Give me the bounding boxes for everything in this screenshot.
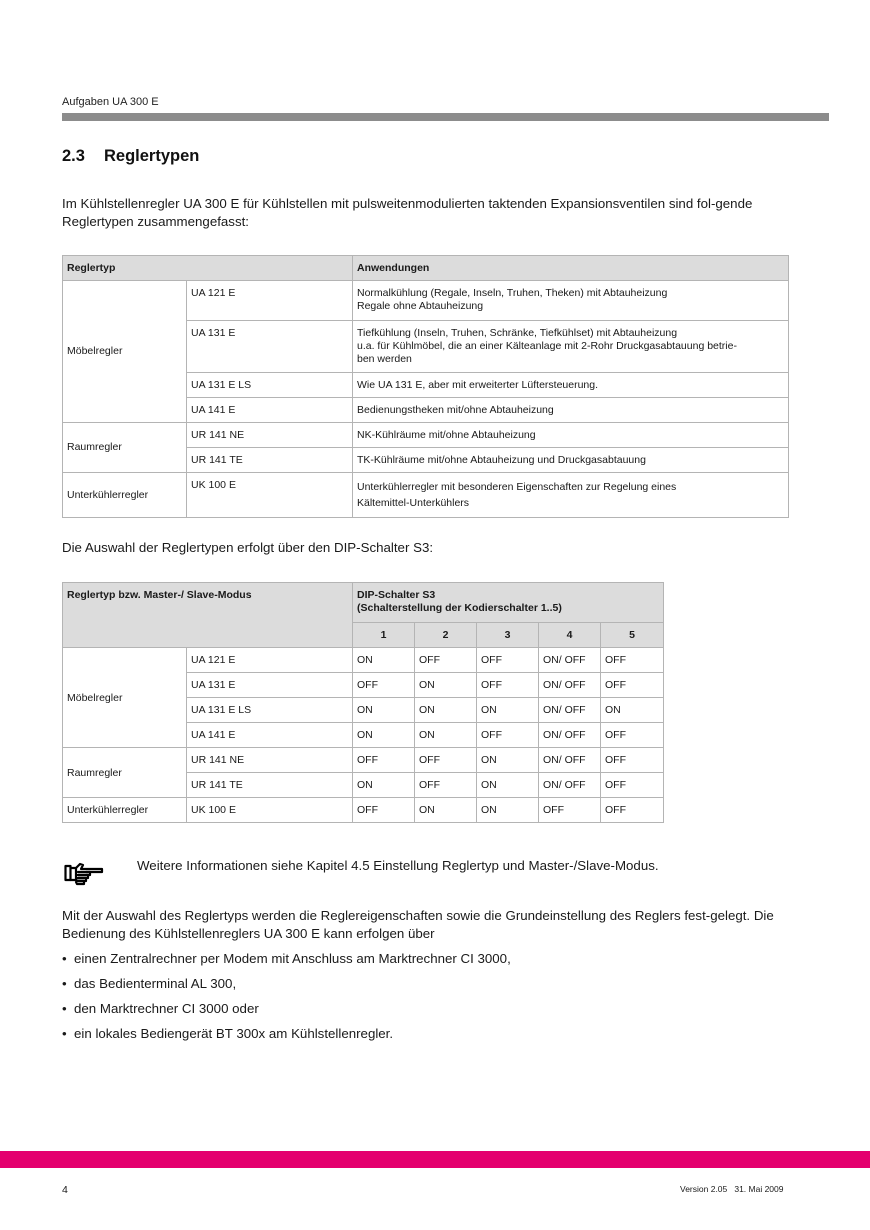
- switch-cell: ON/ OFF: [539, 748, 601, 773]
- list-item: • ein lokales Bediengerät BT 300x am Kühlstellenregler.: [62, 1026, 394, 1041]
- version-date: Version 2.05 31. Mai 2009: [680, 1184, 784, 1194]
- type-cell: UA 121 E: [187, 648, 353, 673]
- header-reglertyp-mode: Reglertyp bzw. Master-/ Slave-Modus: [63, 583, 353, 648]
- group-label: Raumregler: [63, 423, 187, 473]
- section-title: Reglertypen: [104, 147, 200, 165]
- switch-number: 3: [477, 623, 539, 648]
- switch-cell: ON: [415, 698, 477, 723]
- switch-cell: ON: [415, 673, 477, 698]
- switch-cell: OFF: [477, 648, 539, 673]
- switch-cell: ON: [477, 798, 539, 823]
- switch-cell: ON: [477, 698, 539, 723]
- type-cell: UR 141 NE: [187, 423, 353, 448]
- switch-cell: OFF: [601, 798, 664, 823]
- switch-cell: ON/ OFF: [539, 723, 601, 748]
- type-cell: UR 141 TE: [187, 448, 353, 473]
- header-dip-switch: DIP-Schalter S3 (Schalterstellung der Kodierschalter 1..5): [353, 583, 664, 623]
- dip-switch-table: [62, 582, 664, 823]
- footer-accent-bar: [0, 1151, 870, 1168]
- list-item: • den Marktrechner CI 3000 oder: [62, 1001, 259, 1016]
- table-header-row: [63, 583, 664, 623]
- switch-cell: OFF: [601, 648, 664, 673]
- controller-types-table: [62, 255, 789, 518]
- group-label: Möbelregler: [63, 281, 187, 423]
- group-label: Raumregler: [63, 748, 187, 798]
- switch-cell: OFF: [601, 723, 664, 748]
- operation-options-list: [62, 950, 511, 1050]
- switch-cell: ON: [477, 748, 539, 773]
- switch-cell: OFF: [415, 648, 477, 673]
- application-cell: NK-Kühlräume mit/ohne Abtauheizung: [353, 423, 789, 448]
- switch-number: 5: [601, 623, 664, 648]
- header-divider-bar: [62, 113, 829, 121]
- switch-cell: OFF: [601, 673, 664, 698]
- switch-cell: ON: [353, 773, 415, 798]
- table-row: [63, 798, 664, 823]
- switch-number: 1: [353, 623, 415, 648]
- application-cell: Wie UA 131 E, aber mit erweiterter Lüftersteuerung.: [353, 373, 789, 398]
- type-cell: UA 131 E: [187, 321, 353, 373]
- type-cell: UA 131 E LS: [187, 373, 353, 398]
- switch-cell: OFF: [353, 798, 415, 823]
- table-row: [63, 748, 664, 773]
- switch-cell: OFF: [477, 723, 539, 748]
- section-heading: [62, 147, 199, 166]
- type-cell: UA 141 E: [187, 398, 353, 423]
- running-header: Aufgaben UA 300 E: [62, 96, 159, 108]
- switch-cell: OFF: [415, 748, 477, 773]
- list-item: • das Bedienterminal AL 300,: [62, 976, 237, 991]
- switch-cell: OFF: [353, 673, 415, 698]
- group-label: Unterkühlerregler: [63, 473, 187, 518]
- switch-cell: ON: [415, 798, 477, 823]
- header-reglertyp: Reglertyp: [63, 256, 353, 281]
- table-row: [63, 423, 789, 448]
- header-anwendungen: Anwendungen: [353, 256, 789, 281]
- dip-intro-text: Die Auswahl der Reglertypen erfolgt über den DIP-Schalter S3:: [62, 540, 434, 555]
- type-cell: UA 131 E LS: [187, 698, 353, 723]
- application-cell: TK-Kühlräume mit/ohne Abtauheizung und Druckgasabtauung: [353, 448, 789, 473]
- switch-cell: ON/ OFF: [539, 773, 601, 798]
- list-item: • einen Zentralrechner per Modem mit Anschluss am Marktrechner CI 3000,: [62, 951, 511, 966]
- hint-text: Weitere Informationen siehe Kapitel 4.5 Einstellung Reglertyp und Master-/Slave-Modus.: [137, 858, 659, 873]
- switch-cell: ON: [415, 723, 477, 748]
- type-cell: UK 100 E: [187, 473, 353, 518]
- operation-paragraph: Mit der Auswahl des Reglertyps werden die Reglereigenschaften sowie die Grundeinstellung des Reglers fest-gelegt. Die Bedienung des Kühlstellenreglers UA 300 E kann erfolgen über: [62, 908, 774, 941]
- table-row: [63, 473, 789, 518]
- type-cell: UA 141 E: [187, 723, 353, 748]
- page-number: 4: [62, 1184, 68, 1196]
- section-number: 2.3: [62, 147, 85, 165]
- switch-cell: OFF: [477, 673, 539, 698]
- switch-cell: ON: [353, 723, 415, 748]
- type-cell: UR 141 NE: [187, 748, 353, 773]
- switch-cell: OFF: [415, 773, 477, 798]
- switch-cell: OFF: [539, 798, 601, 823]
- table-row: [63, 281, 789, 321]
- switch-cell: ON: [601, 698, 664, 723]
- application-cell: Unterkühlerregler mit besonderen Eigenschaften zur Regelung eines Kältemittel-Unterkühlers: [353, 473, 789, 518]
- intro-paragraph: Im Kühlstellenregler UA 300 E für Kühlstellen mit pulsweitenmodulierten taktenden Expansionsventilen sind fol-gende Reglertypen zusammengefasst:: [62, 196, 753, 229]
- switch-cell: ON/ OFF: [539, 698, 601, 723]
- table-header-row: [63, 256, 789, 281]
- switch-number: 2: [415, 623, 477, 648]
- type-cell: UR 141 TE: [187, 773, 353, 798]
- switch-cell: ON: [477, 773, 539, 798]
- switch-cell: OFF: [353, 748, 415, 773]
- switch-cell: ON/ OFF: [539, 648, 601, 673]
- pointing-hand-icon: [64, 861, 104, 887]
- table-row: [63, 648, 664, 673]
- type-cell: UK 100 E: [187, 798, 353, 823]
- application-cell: Tiefkühlung (Inseln, Truhen, Schränke, Tiefkühlset) mit Abtauheizung u.a. für Kühlmöbel, die an einer Kälteanlage mit 2-Rohr Druckgasabtauung betrie- ben werden: [353, 321, 789, 373]
- group-label: Möbelregler: [63, 648, 187, 748]
- type-cell: UA 131 E: [187, 673, 353, 698]
- switch-number: 4: [539, 623, 601, 648]
- switch-cell: ON/ OFF: [539, 673, 601, 698]
- switch-cell: OFF: [601, 748, 664, 773]
- application-cell: Bedienungstheken mit/ohne Abtauheizung: [353, 398, 789, 423]
- group-label: Unterkühlerregler: [63, 798, 187, 823]
- type-cell: UA 121 E: [187, 281, 353, 321]
- switch-cell: ON: [353, 648, 415, 673]
- application-cell: Normalkühlung (Regale, Inseln, Truhen, Theken) mit Abtauheizung Regale ohne Abtauheizung: [353, 281, 789, 321]
- switch-cell: ON: [353, 698, 415, 723]
- switch-cell: OFF: [601, 773, 664, 798]
